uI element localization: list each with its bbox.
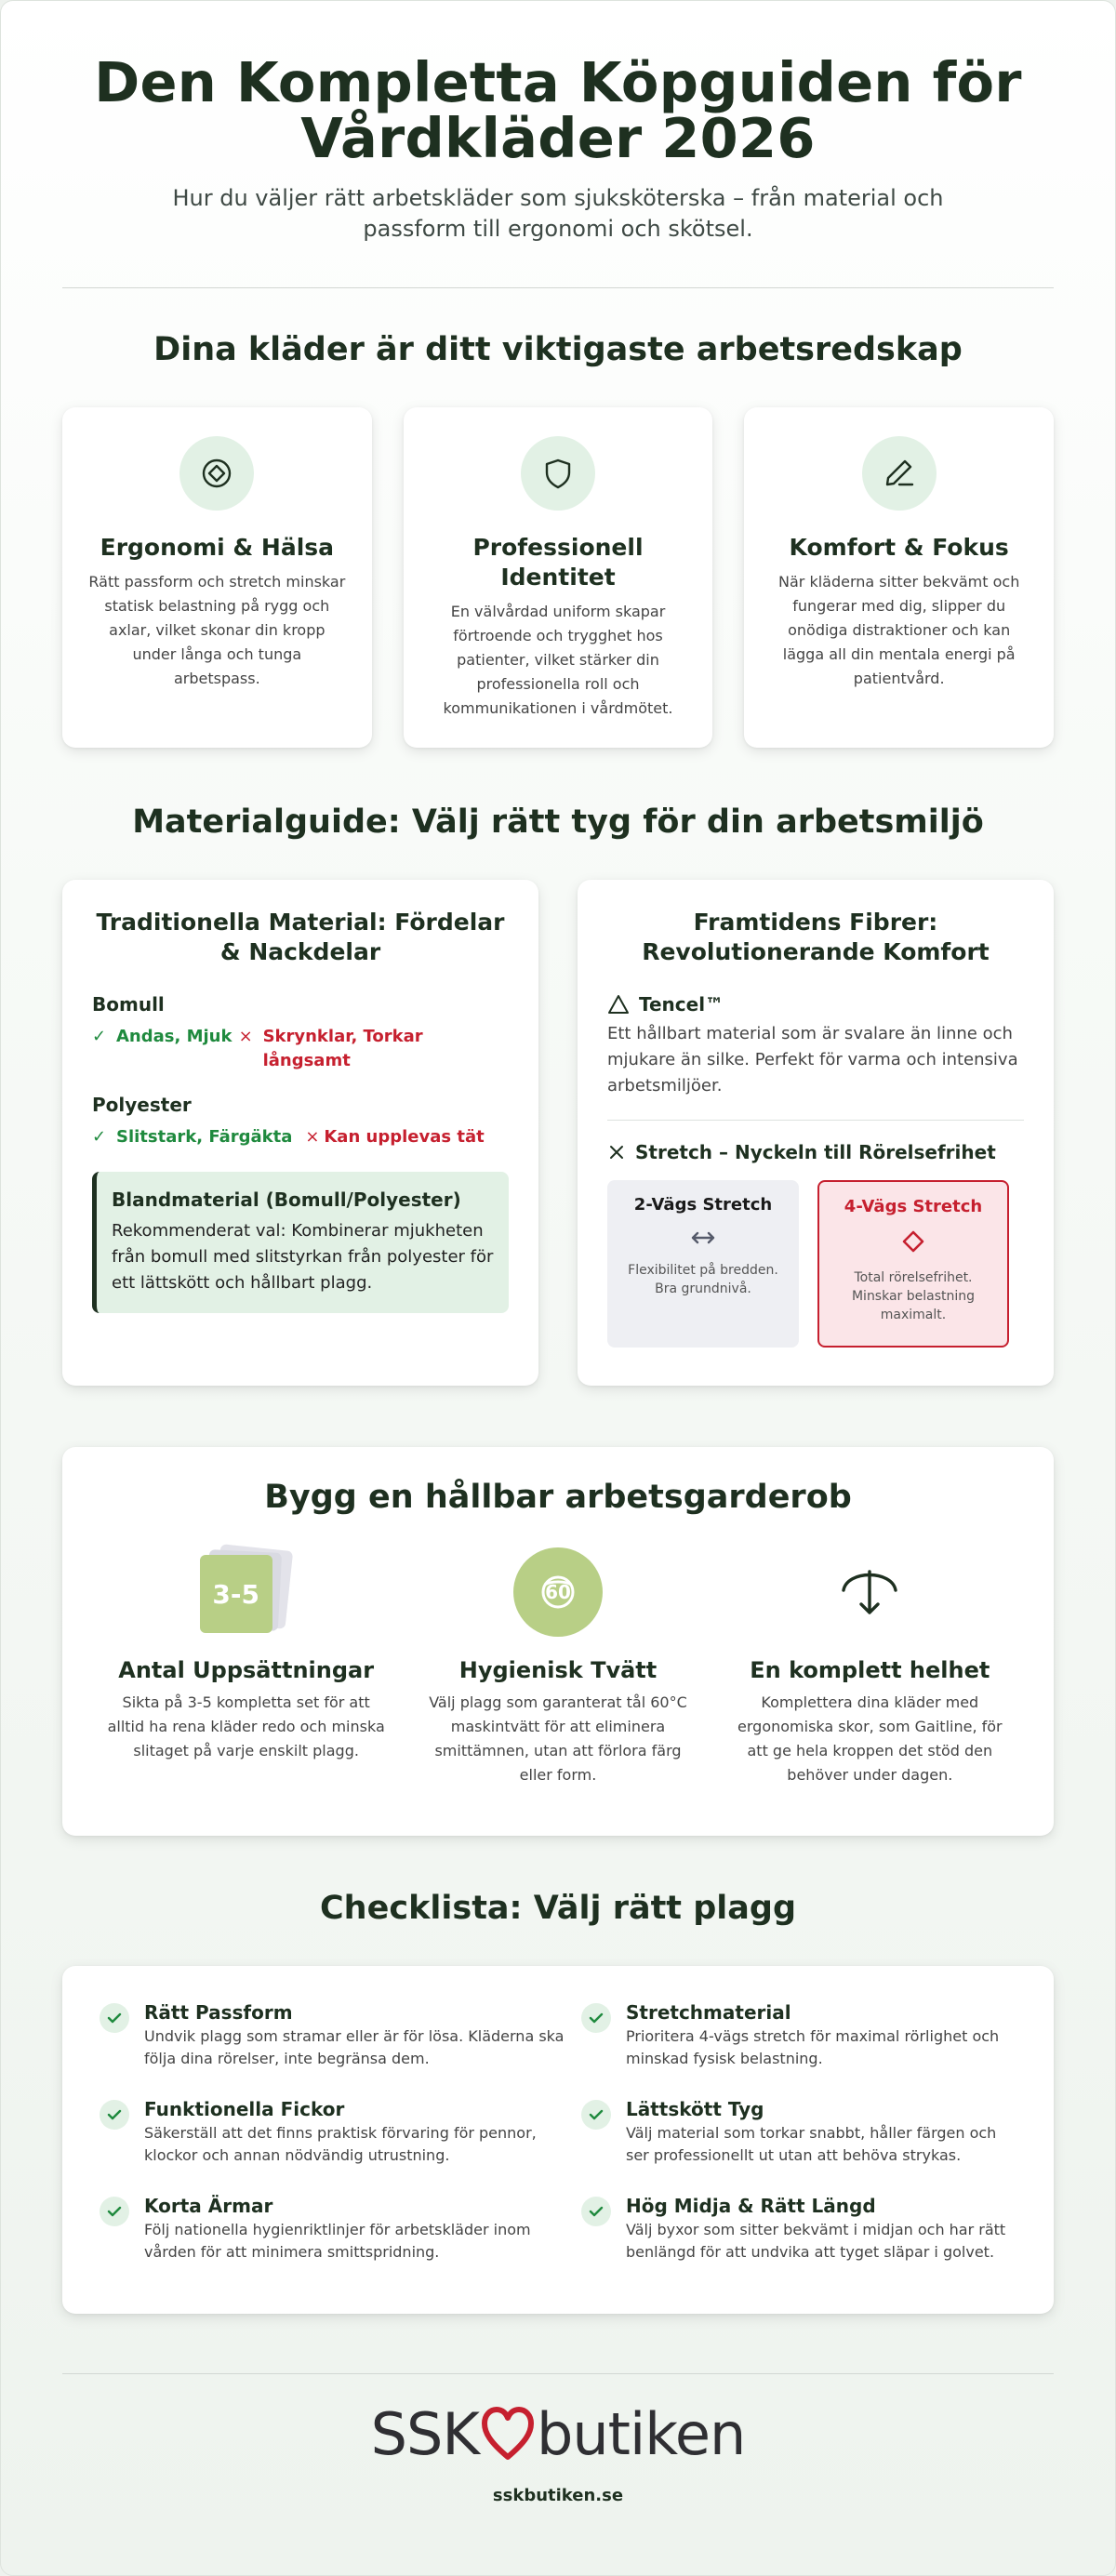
- checklist-item-text: Prioritera 4-vägs stretch för maximal rörlighet och minskad fysisk belastning.: [626, 2027, 1000, 2067]
- logo-text-left: SSK: [370, 2399, 480, 2468]
- sskbutiken-logo[interactable]: [62, 2397, 1054, 2471]
- traditional-title: Traditionella Material: Fördelar & Nackdelar: [96, 909, 505, 965]
- checklist-item-text: Undvik plagg som stramar eller är för lösa. Kläderna ska följa dina rörelser, inte begränsa dem.: [144, 2027, 565, 2067]
- material-pros-cons: [92, 1125, 509, 1149]
- cross-icon: ×: [238, 1027, 253, 1046]
- checklist-item-text: Välj byxor som sitter bekvämt i midjan och har rätt benlängd för att undvika att tyget släpar i golvet.: [626, 2221, 1006, 2261]
- tencel-heading: [607, 993, 1024, 1016]
- checklist-item-text: Följ nationella hygienriktlinjer för arbetskläder inom vården för att minimera smittspridning.: [144, 2221, 531, 2261]
- checklist-item-title: Korta Ärmar: [144, 2195, 273, 2217]
- wardrobe-col-title: Antal Uppsättningar: [118, 1657, 375, 1683]
- wardrobe-heading: Bygg en hållbar arbetsgarderob: [264, 1479, 852, 1516]
- intro-card-title: Ergonomi & Hälsa: [100, 534, 335, 561]
- checklist-item: [581, 2001, 1009, 2070]
- wardrobe-col-title: En komplett helhet: [750, 1657, 990, 1683]
- material-pros-cons: [92, 1025, 509, 1073]
- intro-card-text: En välvårdad uniform skapar förtroende och trygghet hos patienter, vilket stärker din professionella roll och kommunikationen i vårdmötet.: [443, 603, 673, 717]
- wardrobe-col-title: Hygienisk Tvätt: [458, 1657, 658, 1683]
- target-icon: [179, 436, 254, 511]
- triangle-icon: [607, 994, 630, 1015]
- horizontal-arrows-icon: [607, 1229, 799, 1250]
- stretch-heading: [607, 1141, 1024, 1163]
- heart-icon: [481, 2405, 535, 2463]
- pro-text: Andas, Mjuk: [116, 1027, 232, 1046]
- two-way-text: Flexibilitet på bredden. Bra grundnivå.: [628, 1263, 778, 1296]
- site-link[interactable]: sskbutiken.se: [492, 2486, 624, 2505]
- future-title: Framtidens Fibrer: Revolutionerande Komfort: [642, 909, 990, 965]
- divider: [607, 1120, 1024, 1121]
- wardrobe-col-text: Välj plagg som garanterat tål 60°C maskintvätt för att eliminera smittämnen, utan att förlora färg eller form.: [429, 1693, 687, 1784]
- four-way-stretch-box: [817, 1180, 1009, 1348]
- material-name-bomull: Bomull: [92, 993, 165, 1016]
- wardrobe-card: [62, 1447, 1054, 1836]
- logo-text-right: butiken: [537, 2399, 746, 2468]
- four-way-text: Total rörelsefrihet. Minskar belastning maximalt.: [851, 1270, 976, 1322]
- pencil-icon: [862, 436, 937, 511]
- umbrella-arrow-icon: [714, 1546, 1026, 1639]
- checklist-item: [100, 2098, 581, 2167]
- stretch-title: Stretch – Nyckeln till Rörelsefrihet: [635, 1141, 996, 1163]
- blend-recommendation: [92, 1172, 509, 1313]
- intro-card-identitet: [404, 407, 713, 748]
- check-icon: ✓: [92, 1027, 107, 1046]
- check-icon: [100, 2197, 129, 2226]
- material-pro: [92, 1025, 239, 1073]
- divider: [62, 2373, 1054, 2374]
- checklist-grid: [100, 2001, 1016, 2264]
- checklist-item: [100, 2195, 581, 2264]
- cross-icon: ×: [305, 1127, 320, 1147]
- check-icon: [100, 2003, 129, 2033]
- check-icon: [100, 2100, 129, 2130]
- checklist-item-title: Hög Midja & Rätt Längd: [626, 2195, 876, 2217]
- material-pro: [92, 1125, 292, 1149]
- intro-heading: Dina kläder är ditt viktigaste arbetsredskap: [153, 331, 963, 368]
- two-way-title: 2-Vägs Stretch: [633, 1195, 773, 1215]
- page-title: Den Kompletta Köpguiden för Vårdkläder 2026: [94, 50, 1022, 170]
- page-subtitle: Hur du väljer rätt arbetskläder som sjuksköterska – från material och passform till ergonomi och skötsel.: [172, 185, 944, 242]
- checklist-heading: Checklista: Välj rätt plagg: [320, 1890, 796, 1927]
- intro-card-text: När kläderna sitter bekvämt och fungerar med dig, slipper du onödiga distraktioner och kan lägga all din mentala energi på patientvård.: [778, 573, 1020, 687]
- wardrobe-col-complete: [714, 1546, 1026, 1787]
- temperature-badge: 60: [545, 1581, 571, 1603]
- stacked-cards-icon: [90, 1546, 402, 1639]
- wardrobe-columns: [90, 1546, 1026, 1787]
- material-name-polyester: Polyester: [92, 1094, 192, 1116]
- checklist-item: [581, 2098, 1009, 2167]
- con-text: Skrynklar, Torkar långsamt: [262, 1027, 423, 1070]
- tencel-title: Tencel™: [639, 993, 724, 1016]
- checklist-item: [581, 2195, 1009, 2264]
- materials-cards: [62, 880, 1054, 1386]
- checklist-item: [100, 2001, 581, 2070]
- stretch-comparison: [607, 1180, 1024, 1348]
- intro-card-title: Komfort & Fokus: [789, 534, 1009, 561]
- washing-icon: [402, 1546, 713, 1639]
- intro-card-ergonomi: [62, 407, 372, 748]
- tencel-text: Ett hållbart material som är svalare än linne och mjukare än silke. Perfekt för varma och intensiva arbetsmiljöer.: [607, 1024, 1018, 1095]
- divider: [62, 287, 1054, 288]
- intro-card-title: Professionell Identitet: [472, 534, 644, 591]
- checklist-card: [62, 1966, 1054, 2314]
- two-way-stretch-box: [607, 1180, 799, 1348]
- four-way-title: 4-Vägs Stretch: [844, 1197, 983, 1216]
- blend-title: Blandmaterial (Bomull/Polyester): [112, 1188, 461, 1211]
- checklist-item-title: Lättskött Tyg: [626, 2098, 764, 2120]
- check-icon: [581, 2100, 611, 2130]
- check-icon: ✓: [92, 1127, 107, 1147]
- traditional-materials-card: [62, 880, 538, 1386]
- wardrobe-col-text: Komplettera dina kläder med ergonomiska skor, som Gaitline, för att ge hela kroppen det stöd den behöver under dagen.: [737, 1693, 1003, 1784]
- check-icon: [581, 2197, 611, 2226]
- materials-heading: Materialguide: Välj rätt tyg för din arbetsmiljö: [132, 803, 984, 841]
- future-fibers-card: [578, 880, 1054, 1386]
- checklist-item-text: Säkerställ att det finns praktisk förvaring för pennor, klockor och annan nödvändig utrustning.: [144, 2124, 537, 2164]
- pro-text: Slitstark, Färgäkta: [116, 1127, 293, 1147]
- diamond-arrows-icon: [819, 1229, 1007, 1257]
- wardrobe-col-wash: [402, 1546, 713, 1787]
- intro-cards: [62, 407, 1054, 748]
- con-text: Kan upplevas tät: [324, 1127, 485, 1147]
- wardrobe-col-text: Sikta på 3-5 kompletta set för att alltid ha rena kläder redo och minska slitaget på varje enskilt plagg.: [107, 1693, 385, 1759]
- intro-card-komfort: [744, 407, 1054, 748]
- cross-icon: [607, 1143, 626, 1162]
- checklist-item-text: Välj material som torkar snabbt, håller färgen och ser professionellt ut utan att behöva strykas.: [626, 2124, 997, 2164]
- checklist-item-title: Rätt Passform: [144, 2001, 293, 2024]
- blend-text: Rekommenderat val: Kombinerar mjukheten från bomull med slitstyrkan från polyester för ett lättskött och hållbart plagg.: [112, 1221, 494, 1293]
- shield-icon: [521, 436, 595, 511]
- checklist-item-title: Funktionella Fickor: [144, 2098, 345, 2120]
- wardrobe-col-sets: [90, 1546, 402, 1787]
- check-icon: [581, 2003, 611, 2033]
- intro-card-text: Rätt passform och stretch minskar statisk belastning på rygg och axlar, vilket skonar din kropp under långa och tunga arbetspass.: [88, 573, 346, 687]
- material-con: [239, 1025, 509, 1073]
- sets-badge: 3-5: [200, 1555, 272, 1633]
- checklist-item-title: Stretchmaterial: [626, 2001, 791, 2024]
- material-con: [305, 1125, 484, 1149]
